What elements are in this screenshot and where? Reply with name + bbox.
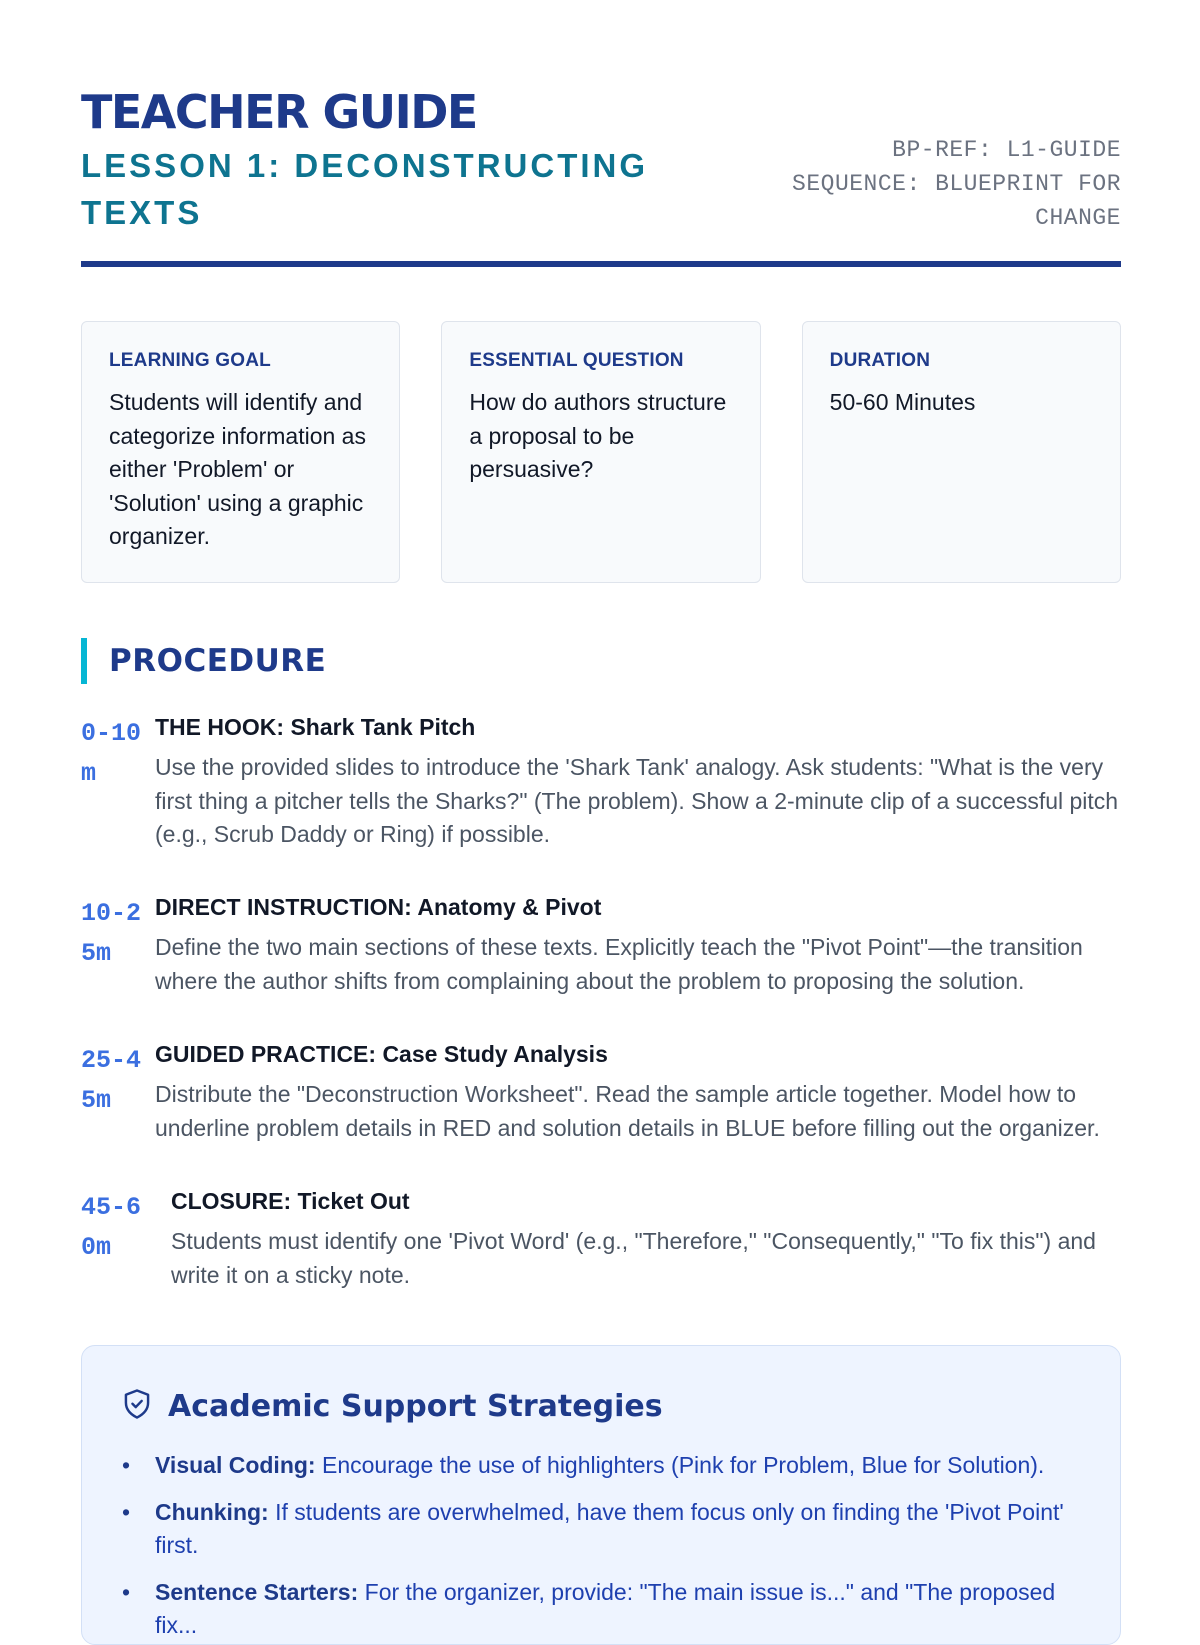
procedure-step	[81, 1186, 1121, 1292]
step-title: CLOSURE: Ticket Out	[171, 1188, 410, 1214]
step-text: Define the two main sections of these texts. Explicitly teach the "Pivot Point"—the transition where the author shifts from complaining about the problem to proposing the solution.	[155, 934, 1083, 994]
list-item	[122, 1576, 1080, 1643]
header-divider	[81, 261, 1121, 267]
strategy-term: Visual Coding:	[155, 1452, 316, 1478]
strategy-text: If students are overwhelmed, have them focus only on finding the 'Pivot Point' first.	[155, 1498, 1064, 1558]
procedure-step	[81, 892, 1121, 998]
sequence-label: SEQUENCE: BLUEPRINT FOR CHANGE	[792, 171, 1121, 231]
strategy-term: Chunking:	[155, 1498, 269, 1525]
list-item	[122, 1496, 1080, 1563]
support-title: Academic Support Strategies	[168, 1389, 663, 1424]
step-time: 0-10m	[81, 719, 142, 788]
step-title: GUIDED PRACTICE: Case Study Analysis	[155, 1041, 608, 1067]
academic-support-box	[81, 1345, 1121, 1645]
essential-question-card	[441, 321, 760, 583]
strategy-text: For the organizer, provide: "The main issue is..." and "The proposed fix...	[155, 1578, 1056, 1638]
card-text: Students will identify and categorize information as either 'Problem' or 'Solution' using a graphic organizer.	[109, 389, 366, 549]
duration-card	[802, 321, 1121, 583]
support-list	[122, 1449, 1080, 1643]
card-label: ESSENTIAL QUESTION	[469, 350, 684, 371]
step-body	[171, 1186, 1121, 1292]
page-header	[81, 84, 1121, 231]
section-title: PROCEDURE	[109, 643, 327, 679]
strategy-term: Sentence Starters:	[155, 1578, 359, 1605]
procedure-heading	[81, 638, 326, 684]
card-text: 50-60 Minutes	[829, 389, 976, 415]
step-title: DIRECT INSTRUCTION: Anatomy & Pivot	[155, 894, 602, 920]
lesson-subtitle: LESSON 1: DECONSTRUCTING TEXTS	[81, 147, 649, 231]
step-text: Use the provided slides to introduce the 'Shark Tank' analogy. Ask students: "What is the very first thing a pitcher tells the Sharks?" (The problem). Show a 2-minute clip of a successful pitch (e.g., Scrub Daddy or Ring) if possible.	[155, 754, 1119, 847]
info-cards	[81, 321, 1121, 583]
page-title: TEACHER GUIDE	[81, 85, 477, 139]
card-text: How do authors structure a proposal to be persuasive?	[469, 389, 727, 482]
procedure-step	[81, 1039, 1121, 1145]
reference-code: BP-REF: L1-GUIDE	[892, 137, 1121, 163]
step-time: 10-25m	[81, 899, 142, 968]
step-text: Students must identify one 'Pivot Word' (e.g., "Therefore," "Consequently," "To fix this") and write it on a sticky note.	[171, 1228, 1096, 1288]
step-body	[155, 1039, 1121, 1145]
step-text: Distribute the "Deconstruction Worksheet". Read the sample article together. Model how to underline problem details in RED and solution details in BLUE before filling out the organizer.	[155, 1081, 1100, 1141]
shield-check-icon	[122, 1388, 152, 1425]
card-label: DURATION	[829, 350, 931, 371]
learning-goal-card	[81, 321, 400, 583]
document-meta	[741, 133, 1121, 235]
step-body	[155, 892, 1121, 998]
step-time: 45-60m	[81, 1193, 142, 1262]
step-title: THE HOOK: Shark Tank Pitch	[155, 714, 476, 740]
card-label: LEARNING GOAL	[109, 350, 271, 371]
step-time: 25-45m	[81, 1046, 142, 1115]
strategy-text: Encourage the use of highlighters (Pink for Problem, Blue for Solution).	[321, 1452, 1045, 1478]
procedure-step	[81, 712, 1121, 852]
list-item	[122, 1449, 1080, 1483]
support-header	[122, 1388, 1080, 1425]
step-body	[155, 712, 1121, 852]
